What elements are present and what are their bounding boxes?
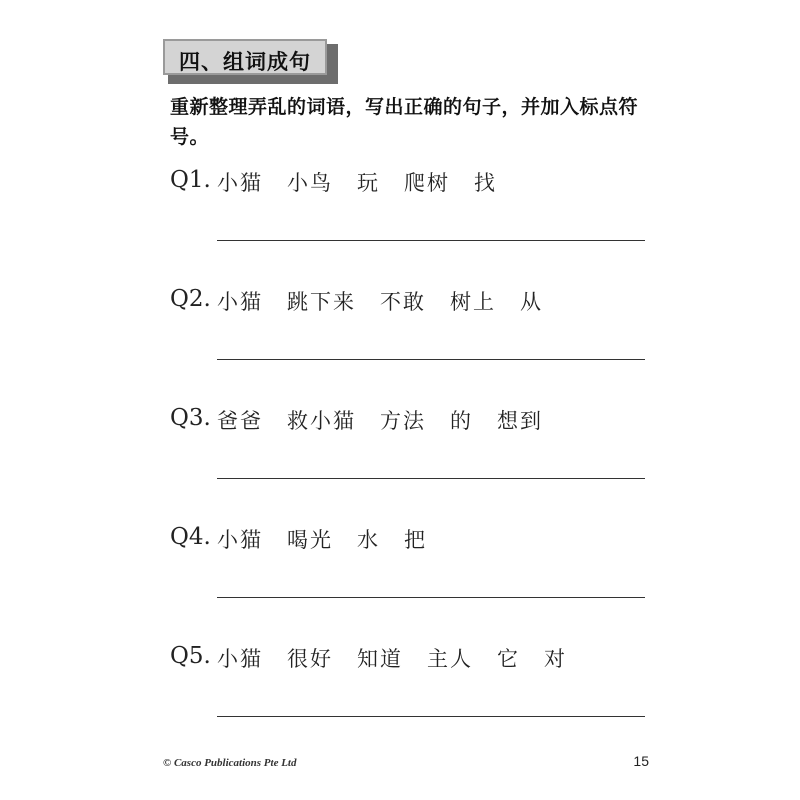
question-3 <box>170 405 670 505</box>
copyright-notice: © Casco Publications Pte Ltd <box>163 757 297 769</box>
answer-line[interactable] <box>217 240 645 241</box>
word-chip: 对 <box>544 647 567 671</box>
question-5 <box>170 643 670 743</box>
question-1 <box>170 167 670 267</box>
answer-line[interactable] <box>217 716 645 717</box>
word-chip: 树上 <box>450 290 496 314</box>
word-chip: 喝光 <box>287 528 333 552</box>
word-chip: 跳下来 <box>287 290 356 314</box>
question-word-bank <box>217 286 567 316</box>
word-chip: 玩 <box>357 171 380 195</box>
page-number: 15 <box>633 753 649 769</box>
instruction-text: 重新整理弄乱的词语，写出正确的句子，并加入标点符号。 <box>170 96 639 148</box>
section-header <box>163 39 337 83</box>
question-label: Q5. <box>170 643 211 669</box>
word-chip: 方法 <box>380 409 426 433</box>
word-chip: 小猫 <box>217 290 263 314</box>
question-label: Q3. <box>170 405 211 431</box>
question-label: Q4. <box>170 524 211 550</box>
word-chip: 小鸟 <box>287 171 333 195</box>
word-chip: 小猫 <box>217 528 263 552</box>
section-header-box <box>163 39 327 75</box>
answer-line[interactable] <box>217 478 645 479</box>
word-chip: 它 <box>497 647 520 671</box>
word-chip: 小猫 <box>217 171 263 195</box>
word-chip: 水 <box>357 528 380 552</box>
question-word-bank <box>217 167 521 197</box>
word-chip: 从 <box>520 290 543 314</box>
word-chip: 把 <box>404 528 427 552</box>
question-2 <box>170 286 670 386</box>
section-title: 四、组词成句 <box>179 50 311 74</box>
word-chip: 想到 <box>497 409 543 433</box>
word-chip: 爸爸 <box>217 409 263 433</box>
word-chip: 爬树 <box>404 171 450 195</box>
word-chip: 救小猫 <box>287 409 356 433</box>
word-chip: 很好 <box>287 647 333 671</box>
question-4 <box>170 524 670 624</box>
word-chip: 主人 <box>427 647 473 671</box>
word-chip: 不敢 <box>380 290 426 314</box>
answer-line[interactable] <box>217 597 645 598</box>
word-chip: 知道 <box>357 647 403 671</box>
answer-line[interactable] <box>217 359 645 360</box>
question-word-bank <box>217 524 451 554</box>
word-chip: 小猫 <box>217 647 263 671</box>
word-chip: 找 <box>474 171 497 195</box>
question-label: Q2. <box>170 286 211 312</box>
word-chip: 的 <box>450 409 473 433</box>
question-word-bank <box>217 405 567 435</box>
question-word-bank <box>217 643 591 673</box>
question-label: Q1. <box>170 167 211 193</box>
